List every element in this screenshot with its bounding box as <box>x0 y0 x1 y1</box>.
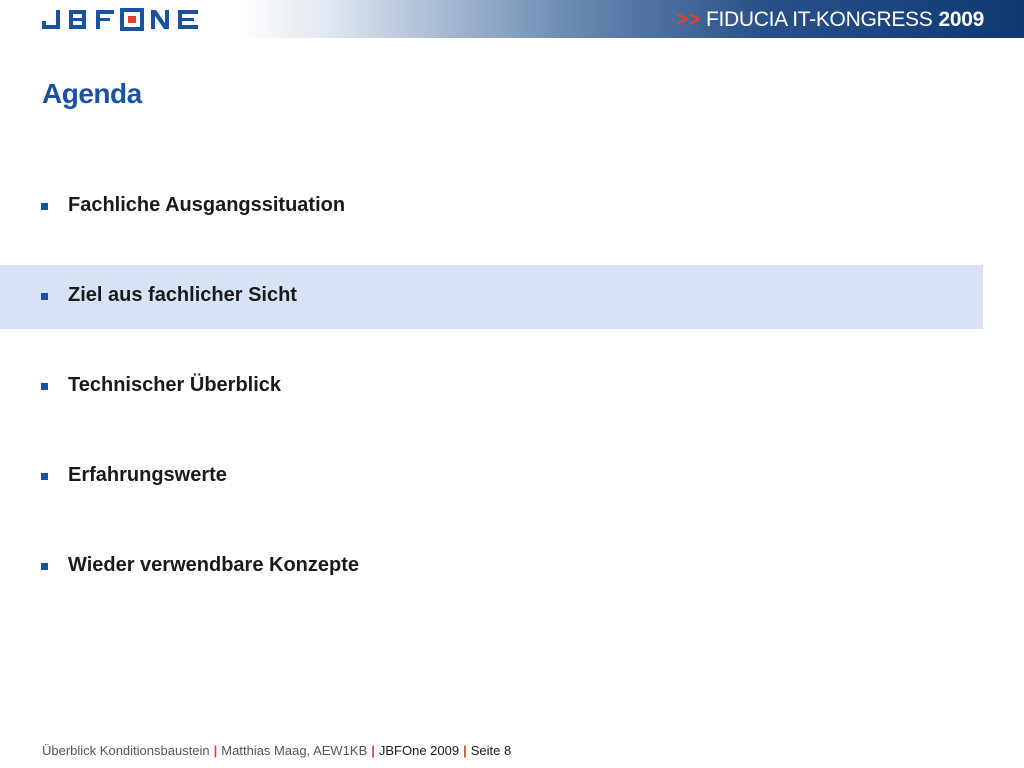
agenda-item-label: Fachliche Ausgangssituation <box>68 194 346 216</box>
agenda-item-label: Ziel aus fachlicher Sicht <box>68 284 297 306</box>
square-bullet-icon <box>41 383 48 390</box>
agenda-item-label: Erfahrungswerte <box>68 464 227 486</box>
agenda-list <box>0 175 1024 625</box>
agenda-item <box>0 445 1024 535</box>
footer-separator: | <box>463 743 467 758</box>
agenda-item-label: Wieder verwendbare Konzepte <box>68 554 360 576</box>
footer-separator: | <box>371 743 375 758</box>
square-bullet-icon <box>41 563 48 570</box>
agenda-item <box>0 535 1024 625</box>
agenda-item <box>0 175 1024 265</box>
footer-separator: | <box>213 743 218 758</box>
event-name: FIDUCIA IT-KONGRESS <box>705 8 933 31</box>
agenda-item <box>0 355 1024 445</box>
square-bullet-icon <box>41 473 48 480</box>
agenda-item <box>0 265 1024 355</box>
square-bullet-icon <box>41 203 48 210</box>
jbfone-logo <box>40 6 210 32</box>
footer-page: Seite 8 <box>470 743 512 758</box>
footer-event: JBFOne 2009 <box>378 743 460 758</box>
event-title <box>676 7 984 33</box>
page-title: Agenda <box>42 78 142 109</box>
square-bullet-icon <box>41 293 48 300</box>
footer <box>42 743 511 758</box>
event-year: 2009 <box>938 8 984 31</box>
footer-author: Matthias Maag, AEW1KB <box>221 743 368 758</box>
arrows-glyph: >> <box>676 8 700 31</box>
agenda-item-label: Technischer Überblick <box>68 374 282 396</box>
footer-topic: Überblick Konditionsbaustein <box>42 743 210 758</box>
